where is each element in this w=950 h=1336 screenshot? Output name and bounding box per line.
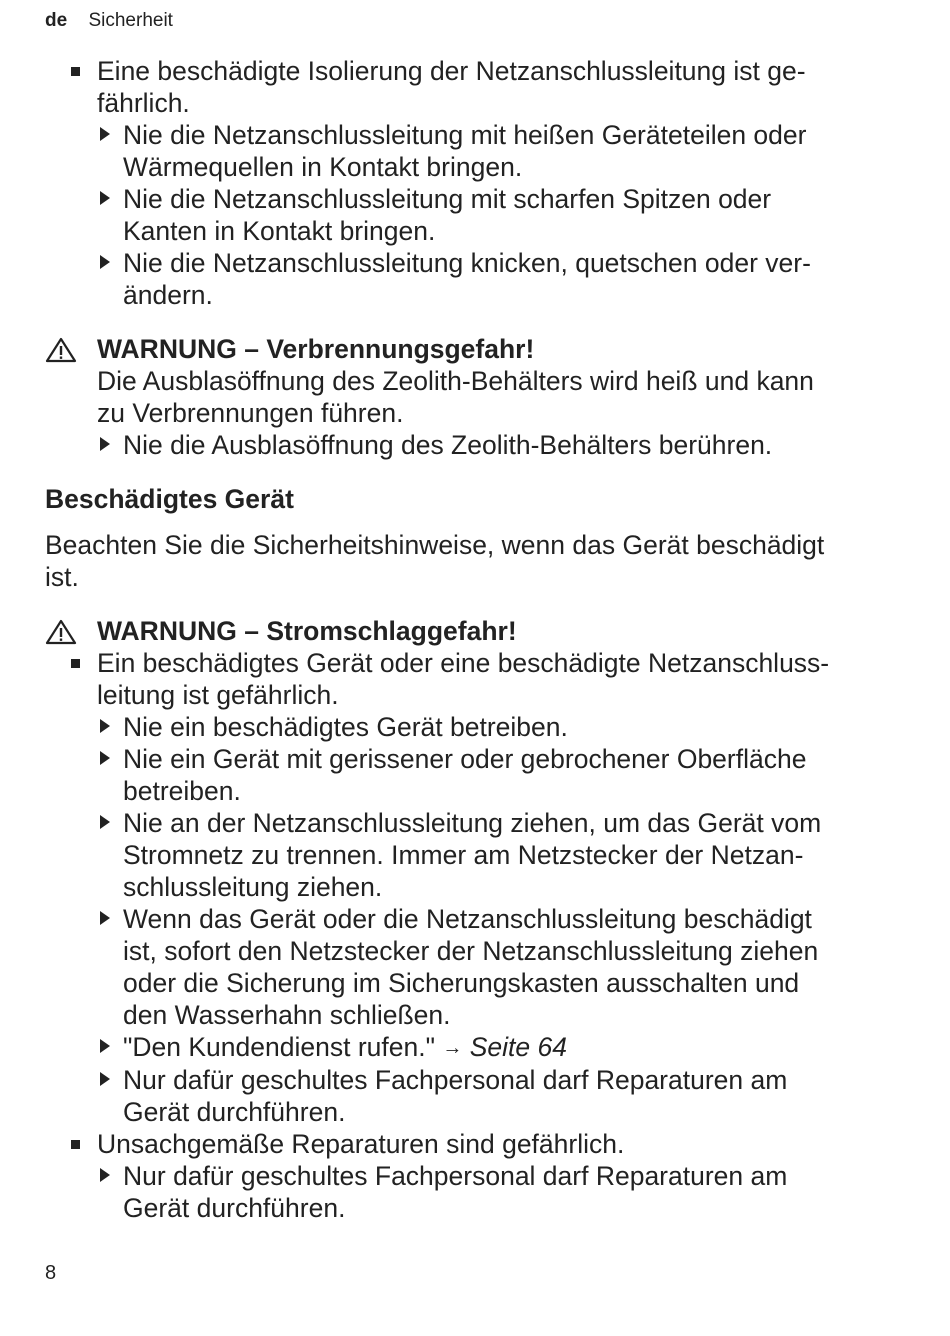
- hazard-bullet: Eine beschädigte Isolierung der Netzanschlussleitung ist ge- fährlich.: [45, 55, 905, 119]
- section-label: Sicherheit: [88, 10, 173, 31]
- section-text: Beachten Sie die Sicherheitshinweise, wenn das Gerät beschädigt ist.: [45, 530, 825, 592]
- action-item: Nie die Netzanschlussleitung mit heißen Geräteteilen oder Wärmequellen in Kontakt bringen.: [45, 119, 905, 183]
- action-item: Wenn das Gerät oder die Netzanschlussleitung beschädigt ist, sofort den Netzstecker der Netzanschlussleitung ziehen oder die Sicherung im Sicherungskasten ausschalten und den Wasserhahn schließen.: [45, 903, 905, 1031]
- action-item: Nie ein Gerät mit gerissener oder gebrochener Oberfläche betreiben.: [45, 743, 905, 807]
- triangle-bullet-icon: [100, 751, 110, 765]
- action-item: Nie die Netzanschlussleitung knicken, quetschen oder ver- ändern.: [45, 247, 905, 311]
- triangle-bullet-icon: [100, 911, 110, 925]
- warning-text: Die Ausblasöffnung des Zeolith-Behälters wird heiß und kann zu Verbrennungen führen.: [97, 366, 814, 428]
- triangle-bullet-icon: [100, 191, 110, 205]
- page-number: 8: [45, 1262, 57, 1284]
- section-heading: Beschädigtes Gerät: [45, 484, 294, 514]
- arrow-right-icon: →: [442, 1037, 463, 1059]
- warning-heading: WARNUNG – Verbrennungsgefahr!: [45, 333, 905, 365]
- action-item: Nie ein beschädigtes Gerät betreiben.: [45, 711, 905, 743]
- square-bullet-icon: [71, 1140, 80, 1149]
- triangle-bullet-icon: [100, 127, 110, 141]
- page-content: [45, 55, 905, 1224]
- square-bullet-icon: [71, 67, 80, 76]
- page-header: [45, 10, 173, 32]
- action-item: Nie an der Netzanschlussleitung ziehen, um das Gerät vom Stromnetz zu trennen. Immer am Netzstecker der Netzan- schlussleitung ziehen.: [45, 807, 905, 903]
- triangle-bullet-icon: [100, 1072, 110, 1086]
- action-item: Nie die Ausblasöffnung des Zeolith-Behälters berühren.: [45, 429, 905, 461]
- warning-triangle-icon: [45, 337, 77, 363]
- triangle-bullet-icon: [100, 1039, 110, 1053]
- action-item: Nie die Netzanschlussleitung mit scharfen Spitzen oder Kanten in Kontakt bringen.: [45, 183, 905, 247]
- warning-heading: WARNUNG – Stromschlaggefahr!: [45, 615, 905, 647]
- action-item: Nur dafür geschultes Fachpersonal darf Reparaturen am Gerät durchführen.: [45, 1064, 905, 1128]
- action-item-call-service: "Den Kundendienst rufen." → Seite 64: [45, 1031, 905, 1064]
- action-item: Nur dafür geschultes Fachpersonal darf Reparaturen am Gerät durchführen.: [45, 1160, 905, 1224]
- page-reference-link[interactable]: Seite 64: [469, 1032, 567, 1062]
- triangle-bullet-icon: [100, 1168, 110, 1182]
- triangle-bullet-icon: [100, 255, 110, 269]
- triangle-bullet-icon: [100, 719, 110, 733]
- square-bullet-icon: [71, 659, 80, 668]
- hazard-bullet: Unsachgemäße Reparaturen sind gefährlich.: [45, 1128, 905, 1160]
- triangle-bullet-icon: [100, 437, 110, 451]
- hazard-bullet: Ein beschädigtes Gerät oder eine beschädigte Netzanschluss- leitung ist gefährlich.: [45, 647, 905, 711]
- triangle-bullet-icon: [100, 815, 110, 829]
- warning-triangle-icon: [45, 619, 77, 645]
- language-code: de: [45, 10, 68, 31]
